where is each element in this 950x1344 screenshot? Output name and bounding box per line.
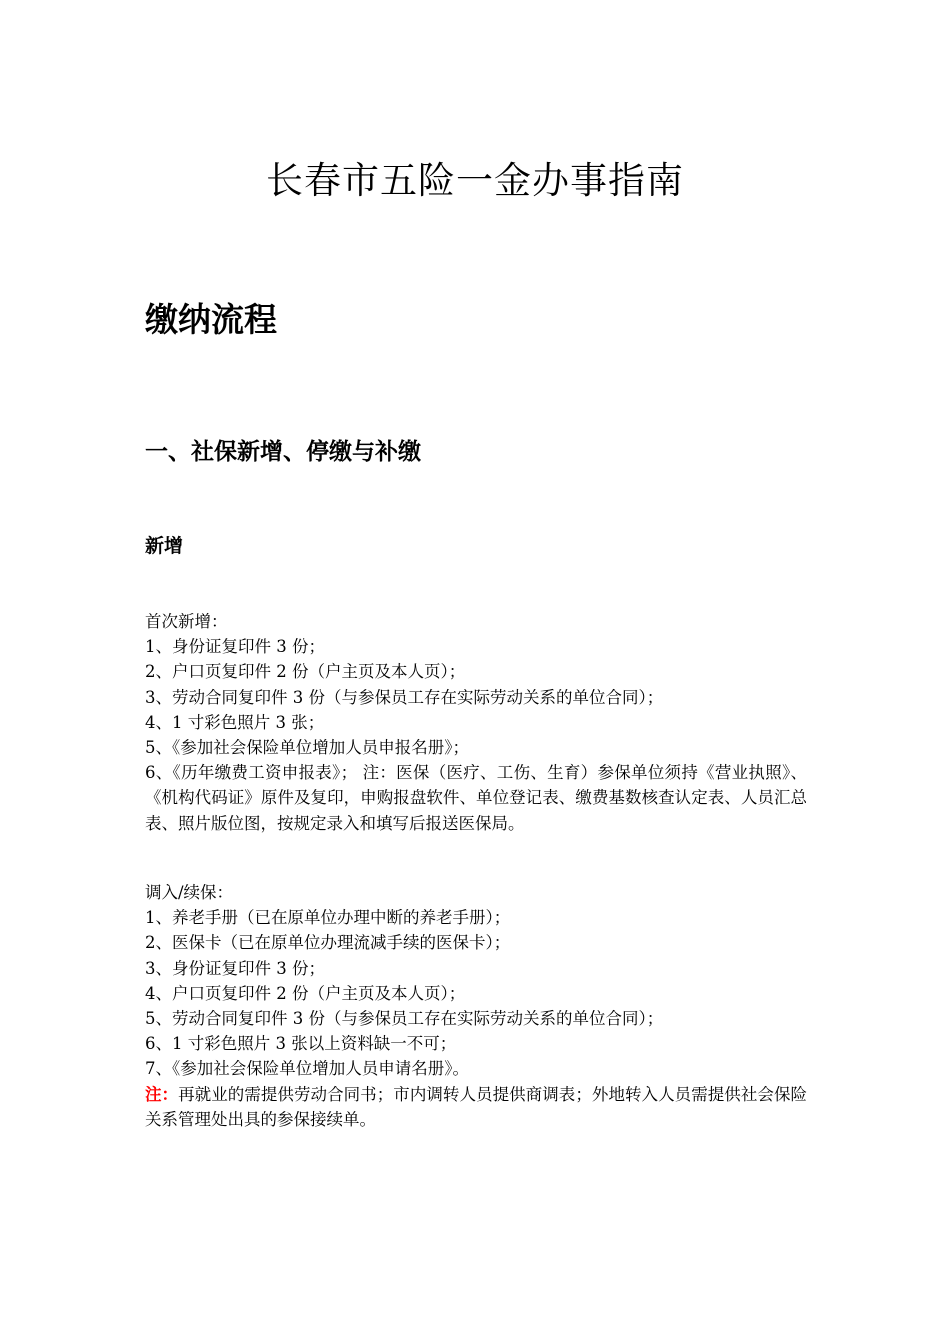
list-item: 7、《参加社会保险单位增加人员申请名册》。 — [145, 1059, 469, 1079]
note-text: 再就业的需提供劳动合同书；市内调转人员提供商调表；外地转入人员需提供社会保险关系管理处出具的参保接续单。 — [145, 1084, 808, 1129]
list-item: 5、《参加社会保险单位增加人员申报名册》； — [145, 738, 469, 758]
list-item: 2、医保卡（已在原单位办理流减手续的医保卡）； — [145, 933, 511, 953]
list-item: 4、户口页复印件 2 份（户主页及本人页）； — [145, 983, 466, 1003]
transfer-block — [145, 880, 807, 1132]
list-item: 5、劳动合同复印件 3 份（与参保员工存在实际劳动关系的单位合同）； — [145, 1009, 664, 1029]
subsubsection-title: 新增 — [145, 535, 184, 557]
list-item-with-note: 6、《历年缴费工资申报表》； 注：医保（医疗、工伤、生育）参保单位须持《营业执照》、《机构代码证》原件及复印，申购报盘软件、单位登记表、缴费基数核查认定表、人员汇总表、照片版位图，按规定录入和填写后报送医保局。 — [145, 763, 807, 833]
transfer-note — [145, 1082, 807, 1132]
subsection-title: 一、社保新增、停缴与补缴 — [145, 439, 421, 465]
transfer-heading: 调入/续保： — [145, 883, 234, 902]
list-item: 3、劳动合同复印件 3 份（与参保员工存在实际劳动关系的单位合同）； — [145, 687, 664, 707]
first-time-heading: 首次新增： — [145, 612, 228, 631]
list-item: 1、身份证复印件 3 份； — [145, 637, 325, 657]
first-time-block — [145, 609, 807, 836]
document-title: 长春市五险一金办事指南 — [266, 159, 684, 202]
list-item: 1、养老手册（已在原单位办理中断的养老手册）； — [145, 908, 511, 928]
section-title: 缴纳流程 — [145, 300, 277, 339]
list-item: 3、身份证复印件 3 份； — [145, 958, 325, 978]
note-label: 注： — [145, 1084, 179, 1104]
list-item: 4、1 寸彩色照片 3 张； — [145, 712, 325, 732]
list-item: 6、1 寸彩色照片 3 张以上资料缺一不可； — [145, 1034, 457, 1054]
list-item: 2、户口页复印件 2 份（户主页及本人页）； — [145, 662, 466, 682]
